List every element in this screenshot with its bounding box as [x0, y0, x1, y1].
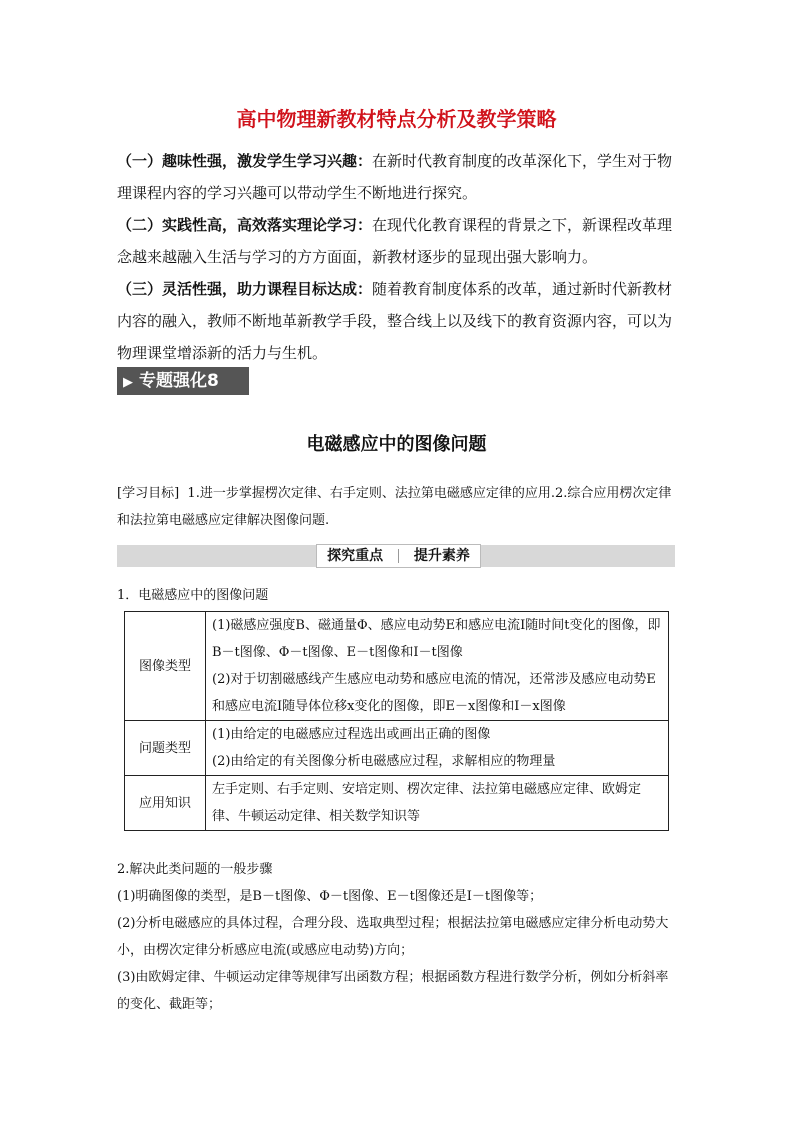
- table-row-content: [206, 612, 669, 721]
- intro-paragraph-1-text: 在新时代教育制度的改革深化下，学生对于物理课程内容的学习兴趣可以带动学生不断地进行探究。: [117, 152, 673, 202]
- intro-paragraph-1: [117, 145, 677, 209]
- band-divider: [398, 549, 399, 563]
- intro-paragraph-3-text: 随着教育制度体系的改革，通过新时代新教材内容的融入，教师不断地革新教学手段，整合线上以及线下的教育资源内容，可以为物理课堂增添新的活力与生机。: [117, 280, 673, 362]
- topic-banner-label: 专题强化8: [139, 371, 219, 391]
- section-band-label: [316, 544, 481, 568]
- intro-paragraph-1-heading: （一）趣味性强，激发学生学习兴趣：: [117, 152, 373, 170]
- band-left-label: 探究重点: [327, 548, 384, 564]
- table-row-label: 问题类型: [125, 721, 206, 776]
- step-item: (1)明确图像的类型，是B－t图像、Φ－t图像、E－t图像还是I－t图像等；: [117, 889, 543, 904]
- subheading-1: 1．电磁感应中的图像问题: [117, 588, 269, 603]
- table-row: [125, 776, 669, 831]
- table-cell-line: (1)由给定的电磁感应过程选出或画出正确的图像: [212, 727, 491, 742]
- table-row: [125, 721, 669, 776]
- table-row-label: 图像类型: [125, 612, 206, 721]
- subheading-2: 2.解决此类问题的一般步骤: [117, 862, 273, 877]
- table-cell-line: (1)磁感应强度B、磁通量Φ、感应电动势E和感应电流I随时间t变化的图像，即B－t图像、Φ－t图像、E－t图像和I－t图像: [212, 618, 661, 660]
- intro-paragraph-3-heading: （三）灵活性强，助力课程目标达成：: [117, 280, 373, 298]
- section-title: 电磁感应中的图像问题: [306, 434, 487, 455]
- intro-paragraph-2-text: 在现代化教育课程的背景之下，新课程改革理念越来越融入生活与学习的方方面面，新教材逐步的显现出强大影响力。: [117, 216, 673, 266]
- table-row-label: 应用知识: [125, 776, 206, 831]
- intro-paragraph-2: [117, 209, 677, 273]
- table-row-content: [206, 721, 669, 776]
- steps-section: [117, 856, 677, 1018]
- step-item: (2)分析电磁感应的具体过程，合理分段、选取典型过程；根据法拉第电磁感应定律分析电动势大小，由楞次定律分析感应电流(或感应电动势)方向；: [117, 916, 669, 958]
- table-row-content: [206, 776, 669, 831]
- learning-goal: [117, 480, 677, 534]
- table-cell-line: (2)由给定的有关图像分析电磁感应过程，求解相应的物理量: [212, 754, 556, 769]
- knowledge-table: [124, 611, 669, 831]
- intro-paragraph-2-heading: （二）实践性高，高效落实理论学习：: [117, 216, 373, 234]
- learning-goal-label: [学习目标]: [117, 486, 180, 501]
- step-item: (3)由欧姆定律、牛顿运动定律等规律写出函数方程；根据函数方程进行数学分析，例如分析斜率的变化、截距等；: [117, 970, 669, 1012]
- table-cell-line: (2)对于切割磁感线产生感应电动势和感应电流的情况，还常涉及感应电动势E和感应电流I随导体位移x变化的图像，即E－x图像和I－x图像: [212, 672, 656, 714]
- learning-goal-text: 1.进一步掌握楞次定律、右手定则、法拉第电磁感应定律的应用.2.综合应用楞次定律和法拉第电磁感应定律解决图像问题.: [117, 486, 672, 528]
- table-row: [125, 612, 669, 721]
- table-cell-line: 左手定则、右手定则、安培定则、楞次定律、法拉第电磁感应定律、欧姆定律、牛顿运动定律、相关数学知识等: [212, 782, 642, 824]
- intro-paragraph-3: [117, 273, 677, 369]
- topic-banner: [117, 367, 249, 395]
- header-title: 高中物理新教材特点分析及教学策略: [236, 107, 557, 131]
- triangle-right-icon: ▶: [123, 375, 133, 390]
- band-right-label: 提升素养: [413, 548, 470, 564]
